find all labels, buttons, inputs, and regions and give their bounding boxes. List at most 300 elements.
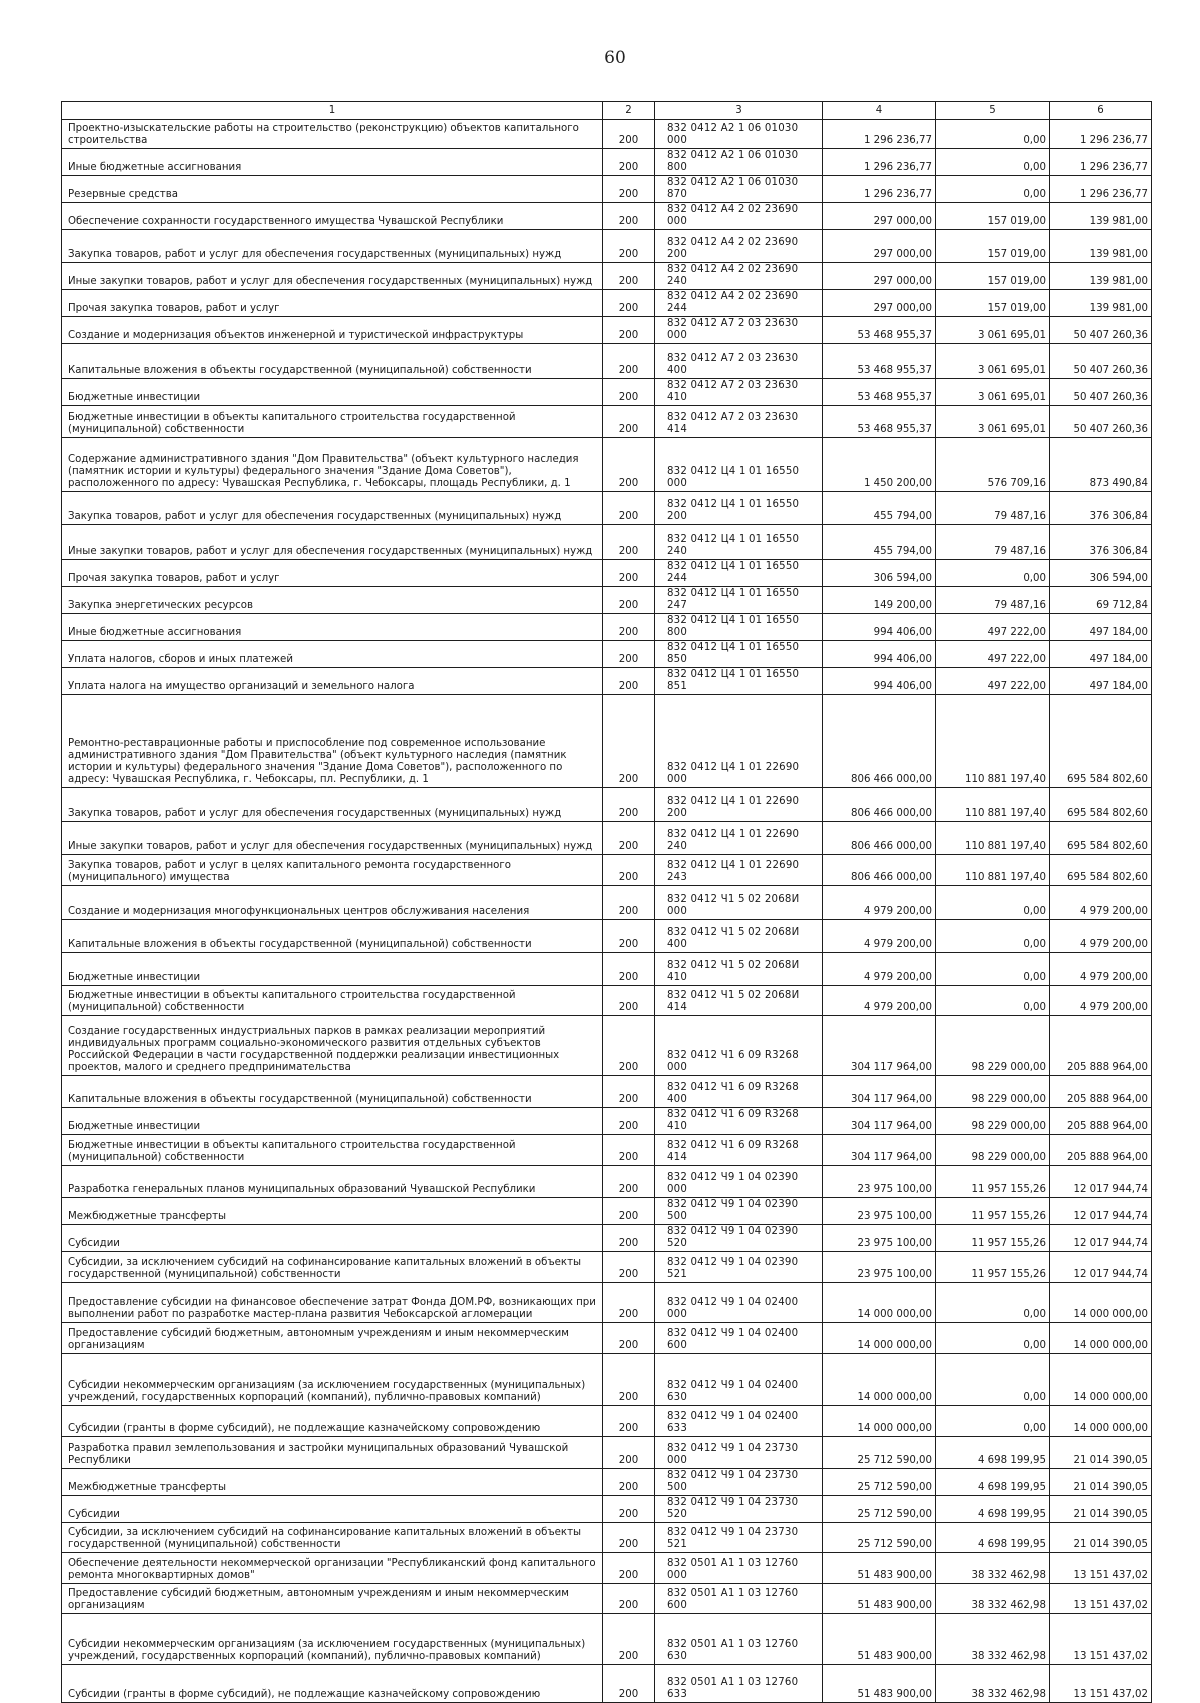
row-name-cell: Уплата налога на имущество организаций и земельного налога	[62, 668, 603, 695]
table-row	[62, 986, 1152, 1016]
row-code-cell: 832 0412 Ч9 1 04 02400 000	[655, 1283, 823, 1323]
row-code-cell: 832 0412 Ч9 1 04 23730 500	[655, 1469, 823, 1496]
row-code-cell: 832 0412 Ч1 5 02 2068И 414	[655, 986, 823, 1016]
row-value5-cell: 497 222,00	[936, 614, 1050, 641]
row-value6-cell: 4 979 200,00	[1050, 953, 1152, 986]
row-value4-cell: 25 712 590,00	[823, 1496, 936, 1523]
row-col2-cell: 200	[603, 886, 655, 920]
row-value5-cell: 0,00	[936, 560, 1050, 587]
table-row	[62, 176, 1152, 203]
row-code-cell: 832 0412 Ч1 6 09 R3268 400	[655, 1076, 823, 1108]
row-value4-cell: 23 975 100,00	[823, 1225, 936, 1252]
table-row	[62, 1614, 1152, 1665]
row-value5-cell: 0,00	[936, 120, 1050, 149]
row-value5-cell: 4 698 199,95	[936, 1437, 1050, 1469]
row-value4-cell: 994 406,00	[823, 668, 936, 695]
row-value6-cell: 21 014 390,05	[1050, 1523, 1152, 1553]
row-name-cell: Предоставление субсидий бюджетным, автономным учреждениям и иным некоммерческим организациям	[62, 1584, 603, 1614]
row-col2-cell: 200	[603, 176, 655, 203]
row-col2-cell: 200	[603, 1553, 655, 1584]
row-value5-cell: 110 881 197,40	[936, 695, 1050, 788]
header-col-4: 4	[823, 102, 936, 120]
row-value5-cell: 0,00	[936, 176, 1050, 203]
row-name-cell: Резервные средства	[62, 176, 603, 203]
row-value6-cell: 13 151 437,02	[1050, 1553, 1152, 1584]
row-name-cell: Создание государственных индустриальных парков в рамках реализации мероприятий индивидуальных программ социально-экономического развития отдельных субъектов Российской Федерации в части государственной поддержки реализации инвестиционных проектов, малого и среднего предпринимательства	[62, 1016, 603, 1076]
row-code-cell: 832 0412 Ч1 5 02 2068И 400	[655, 920, 823, 953]
row-col2-cell: 200	[603, 695, 655, 788]
row-name-cell: Иные бюджетные ассигнования	[62, 614, 603, 641]
row-value4-cell: 297 000,00	[823, 230, 936, 263]
row-value6-cell: 4 979 200,00	[1050, 920, 1152, 953]
row-value5-cell: 38 332 462,98	[936, 1553, 1050, 1584]
row-code-cell: 832 0412 Ц4 1 01 16550 247	[655, 587, 823, 614]
row-code-cell: 832 0412 А2 1 06 01030 870	[655, 176, 823, 203]
row-col2-cell: 200	[603, 492, 655, 525]
row-name-cell: Закупка энергетических ресурсов	[62, 587, 603, 614]
row-value4-cell: 806 466 000,00	[823, 822, 936, 855]
row-col2-cell: 200	[603, 1437, 655, 1469]
row-code-cell: 832 0412 Ч1 6 09 R3268 000	[655, 1016, 823, 1076]
row-col2-cell: 200	[603, 855, 655, 886]
row-value5-cell: 11 957 155,26	[936, 1225, 1050, 1252]
row-col2-cell: 200	[603, 1584, 655, 1614]
row-value4-cell: 14 000 000,00	[823, 1406, 936, 1437]
table-row	[62, 695, 1152, 788]
row-code-cell: 832 0412 Ц4 1 01 16550 244	[655, 560, 823, 587]
row-value5-cell: 497 222,00	[936, 668, 1050, 695]
row-name-cell: Обеспечение деятельности некоммерческой организации "Республиканский фонд капитального ремонта многоквартирных домов"	[62, 1553, 603, 1584]
table-row	[62, 668, 1152, 695]
row-name-cell: Иные закупки товаров, работ и услуг для обеспечения государственных (муниципальных) нужд	[62, 263, 603, 290]
row-value5-cell: 3 061 695,01	[936, 317, 1050, 344]
table-row	[62, 1135, 1152, 1166]
row-value6-cell: 4 979 200,00	[1050, 886, 1152, 920]
row-value6-cell: 4 979 200,00	[1050, 986, 1152, 1016]
row-col2-cell: 200	[603, 986, 655, 1016]
row-value6-cell: 205 888 964,00	[1050, 1076, 1152, 1108]
row-value6-cell: 306 594,00	[1050, 560, 1152, 587]
row-value4-cell: 14 000 000,00	[823, 1354, 936, 1406]
row-code-cell: 832 0412 Ц4 1 01 22690 000	[655, 695, 823, 788]
row-code-cell: 832 0412 А2 1 06 01030 000	[655, 120, 823, 149]
row-value4-cell: 4 979 200,00	[823, 886, 936, 920]
row-code-cell: 832 0412 Ц4 1 01 16550 851	[655, 668, 823, 695]
table-row	[62, 406, 1152, 438]
row-code-cell: 832 0412 Ц4 1 01 16550 000	[655, 438, 823, 492]
row-col2-cell: 200	[603, 525, 655, 560]
row-value5-cell: 4 698 199,95	[936, 1469, 1050, 1496]
row-value6-cell: 695 584 802,60	[1050, 822, 1152, 855]
row-value6-cell: 12 017 944,74	[1050, 1252, 1152, 1283]
table-row	[62, 1166, 1152, 1198]
row-value6-cell: 139 981,00	[1050, 230, 1152, 263]
row-code-cell: 832 0412 Ч9 1 04 02390 520	[655, 1225, 823, 1252]
row-value6-cell: 13 151 437,02	[1050, 1665, 1152, 1703]
table-row	[62, 379, 1152, 406]
row-value4-cell: 297 000,00	[823, 290, 936, 317]
row-value6-cell: 1 296 236,77	[1050, 149, 1152, 176]
row-value6-cell: 1 296 236,77	[1050, 176, 1152, 203]
row-code-cell: 832 0412 А2 1 06 01030 800	[655, 149, 823, 176]
row-code-cell: 832 0412 Ч9 1 04 02390 000	[655, 1166, 823, 1198]
row-value6-cell: 12 017 944,74	[1050, 1198, 1152, 1225]
row-name-cell: Закупка товаров, работ и услуг для обеспечения государственных (муниципальных) нужд	[62, 230, 603, 263]
row-name-cell: Субсидии некоммерческим организациям (за исключением государственных (муниципальных) учреждений, государственных корпораций (компаний), публично-правовых компаний)	[62, 1354, 603, 1406]
table-row	[62, 290, 1152, 317]
table-row	[62, 614, 1152, 641]
row-col2-cell: 200	[603, 822, 655, 855]
row-value6-cell: 695 584 802,60	[1050, 788, 1152, 822]
row-value4-cell: 51 483 900,00	[823, 1614, 936, 1665]
row-col2-cell: 200	[603, 1523, 655, 1553]
row-name-cell: Субсидии (гранты в форме субсидий), не подлежащие казначейскому сопровождению	[62, 1665, 603, 1703]
row-name-cell: Прочая закупка товаров, работ и услуг	[62, 290, 603, 317]
row-code-cell: 832 0412 Ч1 6 09 R3268 414	[655, 1135, 823, 1166]
row-value4-cell: 51 483 900,00	[823, 1553, 936, 1584]
row-value5-cell: 157 019,00	[936, 230, 1050, 263]
row-value5-cell: 79 487,16	[936, 587, 1050, 614]
row-value6-cell: 205 888 964,00	[1050, 1016, 1152, 1076]
table-row	[62, 953, 1152, 986]
table-row	[62, 438, 1152, 492]
row-name-cell: Капитальные вложения в объекты государственной (муниципальной) собственности	[62, 920, 603, 953]
row-col2-cell: 200	[603, 344, 655, 379]
row-value4-cell: 806 466 000,00	[823, 855, 936, 886]
row-value5-cell: 38 332 462,98	[936, 1665, 1050, 1703]
row-col2-cell: 200	[603, 438, 655, 492]
table-row	[62, 822, 1152, 855]
row-name-cell: Закупка товаров, работ и услуг для обеспечения государственных (муниципальных) нужд	[62, 492, 603, 525]
table-row	[62, 920, 1152, 953]
row-value4-cell: 53 468 955,37	[823, 344, 936, 379]
row-value4-cell: 14 000 000,00	[823, 1323, 936, 1354]
row-value5-cell: 79 487,16	[936, 492, 1050, 525]
row-value4-cell: 806 466 000,00	[823, 788, 936, 822]
row-code-cell: 832 0412 Ц4 1 01 16550 240	[655, 525, 823, 560]
row-value5-cell: 0,00	[936, 1283, 1050, 1323]
row-code-cell: 832 0412 Ч9 1 04 02400 630	[655, 1354, 823, 1406]
table-row	[62, 560, 1152, 587]
row-col2-cell: 200	[603, 203, 655, 230]
row-value4-cell: 994 406,00	[823, 641, 936, 668]
row-code-cell: 832 0412 Ц4 1 01 22690 200	[655, 788, 823, 822]
row-value5-cell: 11 957 155,26	[936, 1198, 1050, 1225]
row-col2-cell: 200	[603, 263, 655, 290]
row-code-cell: 832 0412 А7 2 03 23630 414	[655, 406, 823, 438]
row-code-cell: 832 0412 Ч1 5 02 2068И 410	[655, 953, 823, 986]
row-name-cell: Субсидии	[62, 1496, 603, 1523]
row-value5-cell: 98 229 000,00	[936, 1135, 1050, 1166]
row-value5-cell: 576 709,16	[936, 438, 1050, 492]
table-row	[62, 1108, 1152, 1135]
row-value4-cell: 455 794,00	[823, 492, 936, 525]
table-row	[62, 230, 1152, 263]
row-col2-cell: 200	[603, 406, 655, 438]
row-value4-cell: 1 296 236,77	[823, 149, 936, 176]
row-value6-cell: 14 000 000,00	[1050, 1323, 1152, 1354]
row-value4-cell: 23 975 100,00	[823, 1252, 936, 1283]
row-value6-cell: 497 184,00	[1050, 614, 1152, 641]
row-value5-cell: 157 019,00	[936, 290, 1050, 317]
header-col-6: 6	[1050, 102, 1152, 120]
row-code-cell: 832 0412 Ч1 5 02 2068И 000	[655, 886, 823, 920]
row-code-cell: 832 0412 Ч1 6 09 R3268 410	[655, 1108, 823, 1135]
row-value6-cell: 12 017 944,74	[1050, 1225, 1152, 1252]
table-row	[62, 344, 1152, 379]
row-value6-cell: 873 490,84	[1050, 438, 1152, 492]
row-col2-cell: 200	[603, 1166, 655, 1198]
row-value4-cell: 53 468 955,37	[823, 406, 936, 438]
table-body	[62, 120, 1152, 1703]
row-value5-cell: 110 881 197,40	[936, 788, 1050, 822]
row-value4-cell: 149 200,00	[823, 587, 936, 614]
row-code-cell: 832 0412 А4 2 02 23690 000	[655, 203, 823, 230]
header-col-1: 1	[62, 102, 603, 120]
row-code-cell: 832 0412 Ц4 1 01 16550 850	[655, 641, 823, 668]
row-value6-cell: 50 407 260,36	[1050, 379, 1152, 406]
row-value5-cell: 79 487,16	[936, 525, 1050, 560]
row-col2-cell: 200	[603, 1406, 655, 1437]
table-row	[62, 855, 1152, 886]
header-col-5: 5	[936, 102, 1050, 120]
row-code-cell: 832 0501 А1 1 03 12760 630	[655, 1614, 823, 1665]
row-name-cell: Закупка товаров, работ и услуг в целях капитального ремонта государственного (муниципального) имущества	[62, 855, 603, 886]
row-value5-cell: 3 061 695,01	[936, 344, 1050, 379]
row-value5-cell: 0,00	[936, 1323, 1050, 1354]
row-value4-cell: 1 296 236,77	[823, 120, 936, 149]
row-value4-cell: 25 712 590,00	[823, 1437, 936, 1469]
row-value6-cell: 695 584 802,60	[1050, 695, 1152, 788]
row-value6-cell: 376 306,84	[1050, 492, 1152, 525]
row-value5-cell: 110 881 197,40	[936, 855, 1050, 886]
table-row	[62, 203, 1152, 230]
row-col2-cell: 200	[603, 1016, 655, 1076]
row-value6-cell: 497 184,00	[1050, 641, 1152, 668]
row-col2-cell: 200	[603, 560, 655, 587]
row-name-cell: Иные бюджетные ассигнования	[62, 149, 603, 176]
table-row	[62, 525, 1152, 560]
row-code-cell: 832 0412 А4 2 02 23690 240	[655, 263, 823, 290]
row-name-cell: Капитальные вложения в объекты государственной (муниципальной) собственности	[62, 344, 603, 379]
row-name-cell: Предоставление субсидий бюджетным, автономным учреждениям и иным некоммерческим организациям	[62, 1323, 603, 1354]
table-row	[62, 1225, 1152, 1252]
row-code-cell: 832 0412 Ц4 1 01 22690 240	[655, 822, 823, 855]
table-row	[62, 149, 1152, 176]
row-value6-cell: 205 888 964,00	[1050, 1108, 1152, 1135]
row-value5-cell: 0,00	[936, 886, 1050, 920]
row-value5-cell: 0,00	[936, 953, 1050, 986]
row-value6-cell: 50 407 260,36	[1050, 406, 1152, 438]
row-code-cell: 832 0412 А7 2 03 23630 410	[655, 379, 823, 406]
table-row	[62, 1354, 1152, 1406]
row-value4-cell: 23 975 100,00	[823, 1166, 936, 1198]
row-value4-cell: 4 979 200,00	[823, 986, 936, 1016]
row-value6-cell: 1 296 236,77	[1050, 120, 1152, 149]
row-value4-cell: 53 468 955,37	[823, 317, 936, 344]
row-code-cell: 832 0412 А4 2 02 23690 200	[655, 230, 823, 263]
row-name-cell: Закупка товаров, работ и услуг для обеспечения государственных (муниципальных) нужд	[62, 788, 603, 822]
row-value6-cell: 12 017 944,74	[1050, 1166, 1152, 1198]
row-col2-cell: 200	[603, 953, 655, 986]
budget-table	[61, 101, 1152, 1703]
row-name-cell: Субсидии, за исключением субсидий на софинансирование капитальных вложений в объекты государственной (муниципальной) собственности	[62, 1523, 603, 1553]
row-value4-cell: 306 594,00	[823, 560, 936, 587]
row-value5-cell: 11 957 155,26	[936, 1252, 1050, 1283]
header-row	[62, 102, 1152, 120]
table-row	[62, 1406, 1152, 1437]
row-name-cell: Ремонтно-реставрационные работы и приспособление под современное использование административного здания "Дом Правительства" (объект культурного наследия (памятник истории и культуры) федерального значения "Здание Дома Советов"), расположенного по адресу: Чувашская Республика, г. Чебоксары, пл. Республики, д. 1	[62, 695, 603, 788]
table-row	[62, 263, 1152, 290]
row-value6-cell: 14 000 000,00	[1050, 1406, 1152, 1437]
row-value4-cell: 297 000,00	[823, 203, 936, 230]
row-col2-cell: 200	[603, 1283, 655, 1323]
row-value6-cell: 13 151 437,02	[1050, 1614, 1152, 1665]
row-col2-cell: 200	[603, 1469, 655, 1496]
table-row	[62, 1283, 1152, 1323]
header-col-2: 2	[603, 102, 655, 120]
row-value6-cell: 50 407 260,36	[1050, 317, 1152, 344]
row-code-cell: 832 0412 Ч9 1 04 23730 000	[655, 1437, 823, 1469]
row-value6-cell: 497 184,00	[1050, 668, 1152, 695]
row-name-cell: Обеспечение сохранности государственного имущества Чувашской Республики	[62, 203, 603, 230]
row-value4-cell: 23 975 100,00	[823, 1198, 936, 1225]
row-value5-cell: 0,00	[936, 920, 1050, 953]
row-value4-cell: 4 979 200,00	[823, 953, 936, 986]
row-value6-cell: 139 981,00	[1050, 263, 1152, 290]
row-value4-cell: 14 000 000,00	[823, 1283, 936, 1323]
table-row	[62, 587, 1152, 614]
row-value5-cell: 4 698 199,95	[936, 1496, 1050, 1523]
table-row	[62, 1553, 1152, 1584]
row-col2-cell: 200	[603, 668, 655, 695]
table-row	[62, 1076, 1152, 1108]
row-value5-cell: 11 957 155,26	[936, 1166, 1050, 1198]
table-row	[62, 120, 1152, 149]
row-value5-cell: 38 332 462,98	[936, 1584, 1050, 1614]
table-row	[62, 1584, 1152, 1614]
row-col2-cell: 200	[603, 1135, 655, 1166]
row-value5-cell: 3 061 695,01	[936, 406, 1050, 438]
row-name-cell: Бюджетные инвестиции в объекты капитального строительства государственной (муниципальной) собственности	[62, 406, 603, 438]
row-value6-cell: 21 014 390,05	[1050, 1437, 1152, 1469]
table-row	[62, 1496, 1152, 1523]
row-name-cell: Капитальные вложения в объекты государственной (муниципальной) собственности	[62, 1076, 603, 1108]
row-value6-cell: 376 306,84	[1050, 525, 1152, 560]
row-value4-cell: 304 117 964,00	[823, 1076, 936, 1108]
row-value6-cell: 139 981,00	[1050, 203, 1152, 230]
table-row	[62, 1665, 1152, 1703]
row-name-cell: Бюджетные инвестиции	[62, 379, 603, 406]
row-name-cell: Предоставление субсидии на финансовое обеспечение затрат Фонда ДОМ.РФ, возникающих при выполнении работ по разработке мастер-плана развития Чебоксарской агломерации	[62, 1283, 603, 1323]
row-name-cell: Разработка генеральных планов муниципальных образований Чувашской Республики	[62, 1166, 603, 1198]
row-value5-cell: 38 332 462,98	[936, 1614, 1050, 1665]
row-col2-cell: 200	[603, 1198, 655, 1225]
table-row	[62, 1469, 1152, 1496]
row-code-cell: 832 0412 Ч9 1 04 02400 633	[655, 1406, 823, 1437]
row-value6-cell: 21 014 390,05	[1050, 1469, 1152, 1496]
row-name-cell: Бюджетные инвестиции	[62, 953, 603, 986]
row-col2-cell: 200	[603, 1614, 655, 1665]
row-col2-cell: 200	[603, 1354, 655, 1406]
row-col2-cell: 200	[603, 1323, 655, 1354]
row-value4-cell: 455 794,00	[823, 525, 936, 560]
row-value5-cell: 4 698 199,95	[936, 1523, 1050, 1553]
row-value4-cell: 4 979 200,00	[823, 920, 936, 953]
row-value4-cell: 51 483 900,00	[823, 1584, 936, 1614]
row-value6-cell: 695 584 802,60	[1050, 855, 1152, 886]
page-number: 60	[604, 48, 626, 68]
row-col2-cell: 200	[603, 920, 655, 953]
row-col2-cell: 200	[603, 641, 655, 668]
table-row	[62, 1323, 1152, 1354]
row-value6-cell: 14 000 000,00	[1050, 1354, 1152, 1406]
row-name-cell: Субсидии	[62, 1225, 603, 1252]
table-row	[62, 641, 1152, 668]
row-code-cell: 832 0501 А1 1 03 12760 600	[655, 1584, 823, 1614]
row-value6-cell: 50 407 260,36	[1050, 344, 1152, 379]
row-name-cell: Создание и модернизация многофункциональных центров обслуживания населения	[62, 886, 603, 920]
row-value5-cell: 0,00	[936, 1406, 1050, 1437]
row-code-cell: 832 0412 Ч9 1 04 23730 521	[655, 1523, 823, 1553]
row-code-cell: 832 0412 Ц4 1 01 16550 800	[655, 614, 823, 641]
row-col2-cell: 200	[603, 1225, 655, 1252]
row-value6-cell: 14 000 000,00	[1050, 1283, 1152, 1323]
row-col2-cell: 200	[603, 614, 655, 641]
row-value4-cell: 304 117 964,00	[823, 1108, 936, 1135]
row-name-cell: Уплата налогов, сборов и иных платежей	[62, 641, 603, 668]
row-name-cell: Субсидии некоммерческим организациям (за исключением государственных (муниципальных) учреждений, государственных корпораций (компаний), публично-правовых компаний)	[62, 1614, 603, 1665]
row-value5-cell: 0,00	[936, 986, 1050, 1016]
row-value5-cell: 98 229 000,00	[936, 1016, 1050, 1076]
row-value6-cell: 13 151 437,02	[1050, 1584, 1152, 1614]
row-code-cell: 832 0412 А7 2 03 23630 400	[655, 344, 823, 379]
row-col2-cell: 200	[603, 379, 655, 406]
row-name-cell: Субсидии, за исключением субсидий на софинансирование капитальных вложений в объекты государственной (муниципальной) собственности	[62, 1252, 603, 1283]
row-col2-cell: 200	[603, 317, 655, 344]
row-name-cell: Разработка правил землепользования и застройки муниципальных образований Чувашской Республики	[62, 1437, 603, 1469]
row-value5-cell: 110 881 197,40	[936, 822, 1050, 855]
row-name-cell: Бюджетные инвестиции в объекты капитального строительства государственной (муниципальной) собственности	[62, 1135, 603, 1166]
budget-table-container	[61, 101, 1151, 1703]
table-row	[62, 1523, 1152, 1553]
row-name-cell: Проектно-изыскательские работы на строительство (реконструкцию) объектов капитального строительства	[62, 120, 603, 149]
row-col2-cell: 200	[603, 1496, 655, 1523]
row-code-cell: 832 0412 Ч9 1 04 02390 521	[655, 1252, 823, 1283]
row-value4-cell: 806 466 000,00	[823, 695, 936, 788]
row-value6-cell: 21 014 390,05	[1050, 1496, 1152, 1523]
row-name-cell: Содержание административного здания "Дом Правительства" (объект культурного наследия (памятник истории и культуры) федерального значения "Здание Дома Советов"), расположенного по адресу: Чувашская Республика, г. Чебоксары, площадь Республики, д. 1	[62, 438, 603, 492]
row-col2-cell: 200	[603, 120, 655, 149]
row-col2-cell: 200	[603, 587, 655, 614]
row-value4-cell: 994 406,00	[823, 614, 936, 641]
row-code-cell: 832 0412 Ч9 1 04 23730 520	[655, 1496, 823, 1523]
row-value4-cell: 25 712 590,00	[823, 1523, 936, 1553]
row-value4-cell: 1 296 236,77	[823, 176, 936, 203]
row-col2-cell: 200	[603, 1665, 655, 1703]
row-code-cell: 832 0412 Ч9 1 04 02390 500	[655, 1198, 823, 1225]
row-code-cell: 832 0501 А1 1 03 12760 633	[655, 1665, 823, 1703]
row-value5-cell: 157 019,00	[936, 203, 1050, 230]
row-value5-cell: 98 229 000,00	[936, 1108, 1050, 1135]
row-value6-cell: 139 981,00	[1050, 290, 1152, 317]
row-code-cell: 832 0412 А7 2 03 23630 000	[655, 317, 823, 344]
row-code-cell: 832 0412 Ч9 1 04 02400 600	[655, 1323, 823, 1354]
row-name-cell: Бюджетные инвестиции	[62, 1108, 603, 1135]
row-value5-cell: 0,00	[936, 1354, 1050, 1406]
row-col2-cell: 200	[603, 1108, 655, 1135]
row-name-cell: Прочая закупка товаров, работ и услуг	[62, 560, 603, 587]
